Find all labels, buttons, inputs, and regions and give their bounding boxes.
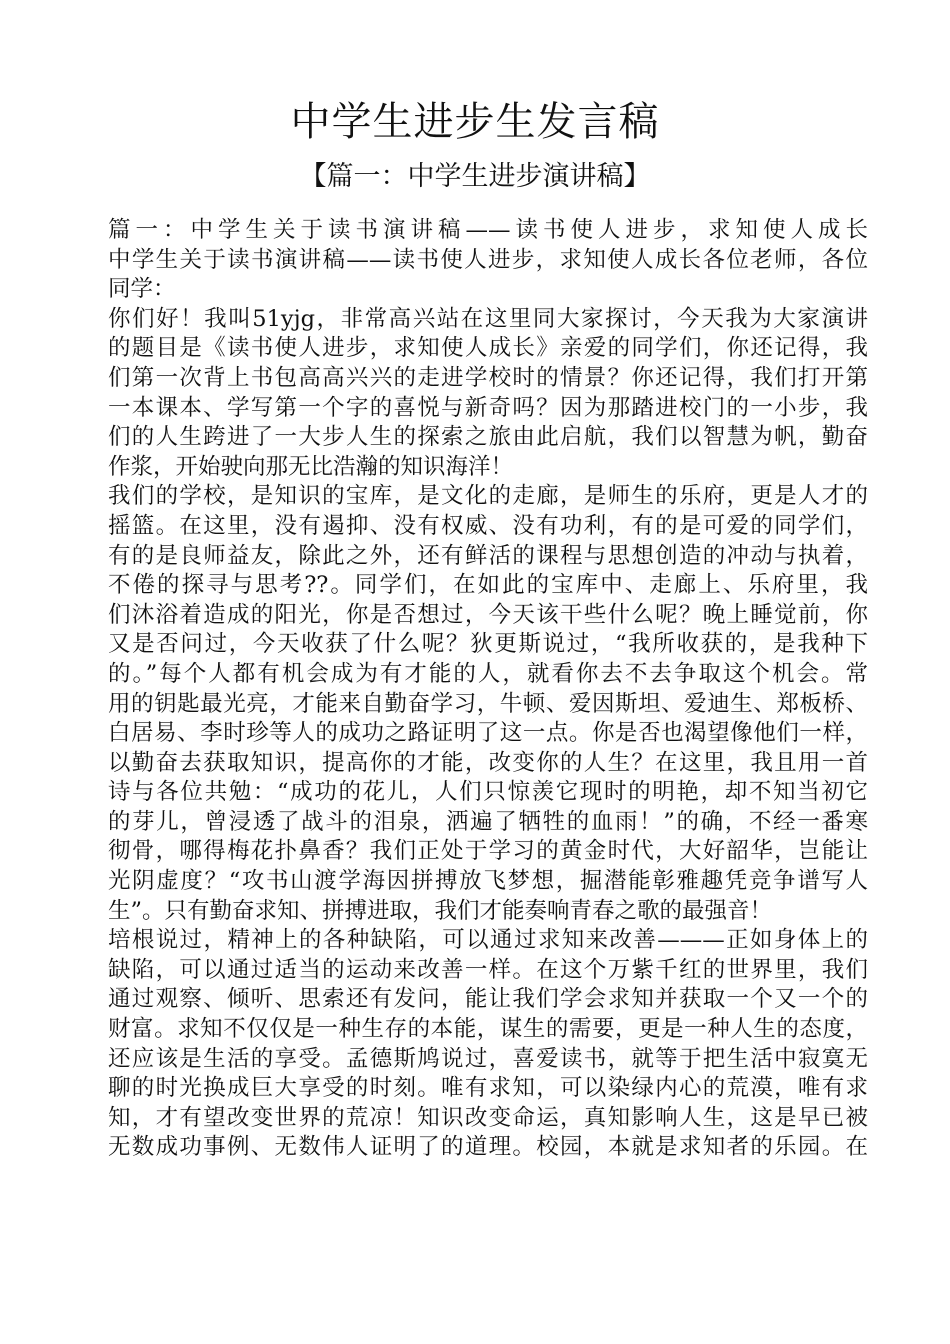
- body-line: 的芽儿，曾浸透了战斗的泪泉，洒遍了牺牲的血雨！”的确，不经一番寒: [108, 808, 868, 835]
- document-title: 中学生进步生发言稿: [290, 99, 660, 145]
- body-line: 用的钥匙最光亮，才能来自勤奋学习，牛顿、爱因斯坦、爱迪生、郑板桥、: [108, 690, 868, 717]
- body-line: 作浆，开始驶向那无比浩瀚的知识海洋！: [108, 453, 514, 480]
- body-line: 通过观察、倾听、思索还有发问，能让我们学会求知并获取一个又一个的: [108, 986, 868, 1013]
- body-line: 彻骨，哪得梅花扑鼻香？我们正处于学习的黄金时代，大好韶华，岂能让: [108, 838, 868, 865]
- body-line: 光阴虚度？“攻书山渡学海因拼搏放飞梦想，掘潜能彰雅趣凭竞争谱写人: [108, 868, 868, 895]
- body-line: 我们的学校，是知识的宝库，是文化的走廊，是师生的乐府，更是人才的: [108, 483, 868, 510]
- body-line: 聊的时光换成巨大享受的时刻。唯有求知，可以染绿内心的荒漠，唯有求: [108, 1075, 868, 1102]
- body-line: 们的人生跨进了一大步人生的探索之旅由此启航，我们以智慧为帆，勤奋: [108, 424, 868, 451]
- body-line: 财富。求知不仅仅是一种生存的本能，谋生的需要，更是一种人生的态度，: [108, 1016, 868, 1043]
- body-line: 知，才有望改变世界的荒凉！知识改变命运，真知影响人生，这是早已被: [108, 1104, 868, 1131]
- body-line: 同学：: [108, 276, 176, 303]
- body-line: 有的是良师益友，除此之外，还有鲜活的课程与思想创造的冲动与执着，: [108, 542, 868, 569]
- body-line: 以勤奋去获取知识，提高你的才能，改变你的人生？在这里，我且用一首: [108, 749, 868, 776]
- body-line: 篇一：中学生关于读书演讲稿——读书使人进步，求知使人成长: [108, 217, 868, 243]
- body-line: 一本课本、学写第一个字的喜悦与新奇吗？因为那踏进校门的一小步，我: [108, 394, 868, 421]
- body-line: 生”。只有勤奋求知、拼搏进取，我们才能奏响青春之歌的最强音！: [108, 897, 773, 924]
- document-body: [108, 216, 868, 1163]
- body-line: 还应该是生活的享受。孟德斯鸠说过，喜爱读书，就等于把生活中寂寞无: [108, 1045, 868, 1072]
- document-subtitle: 【篇一：中学生进步演讲稿】: [299, 161, 651, 192]
- body-line: 又是否问过，今天收获了什么呢？狄更斯说过，“我所收获的，是我种下: [108, 631, 868, 658]
- body-line: 中学生关于读书演讲稿——读书使人进步，求知使人成长各位老师，各位: [108, 246, 868, 273]
- body-line: 们第一次背上书包高高兴兴的走进学校时的情景？你还记得，我们打开第: [108, 364, 868, 391]
- body-line: 缺陷，可以通过适当的运动来改善一样。在这个万紫千红的世界里，我们: [108, 956, 868, 983]
- body-line: 培根说过，精神上的各种缺陷，可以通过求知来改善———正如身体上的: [108, 927, 868, 954]
- body-line: 们沐浴着造成的阳光，你是否想过，今天该干些什么呢？晚上睡觉前，你: [108, 601, 868, 628]
- body-line: 摇篮。在这里，没有遏抑、没有权威、没有功利，有的是可爱的同学们，: [108, 512, 868, 539]
- body-line: 你们好！我叫51yjg，非常高兴站在这里同大家探讨，今天我为大家演讲: [108, 305, 868, 332]
- body-line: 不倦的探寻与思考??。同学们，在如此的宝库中、走廊上、乐府里，我: [108, 572, 868, 599]
- body-line: 白居易、李时珍等人的成功之路证明了这一点。你是否也渴望像他们一样，: [108, 720, 868, 747]
- body-line: 的。”每个人都有机会成为有才能的人，就看你去不去争取这个机会。常: [108, 660, 868, 687]
- body-line: 的题目是《读书使人进步，求知使人成长》亲爱的同学们，你还记得，我: [108, 335, 868, 362]
- body-line: 无数成功事例、无数伟人证明了的道理。校园，本就是求知者的乐园。在: [108, 1134, 868, 1161]
- body-line: 诗与各位共勉：“成功的花儿，人们只惊羡它现时的明艳，却不知当初它: [108, 779, 868, 806]
